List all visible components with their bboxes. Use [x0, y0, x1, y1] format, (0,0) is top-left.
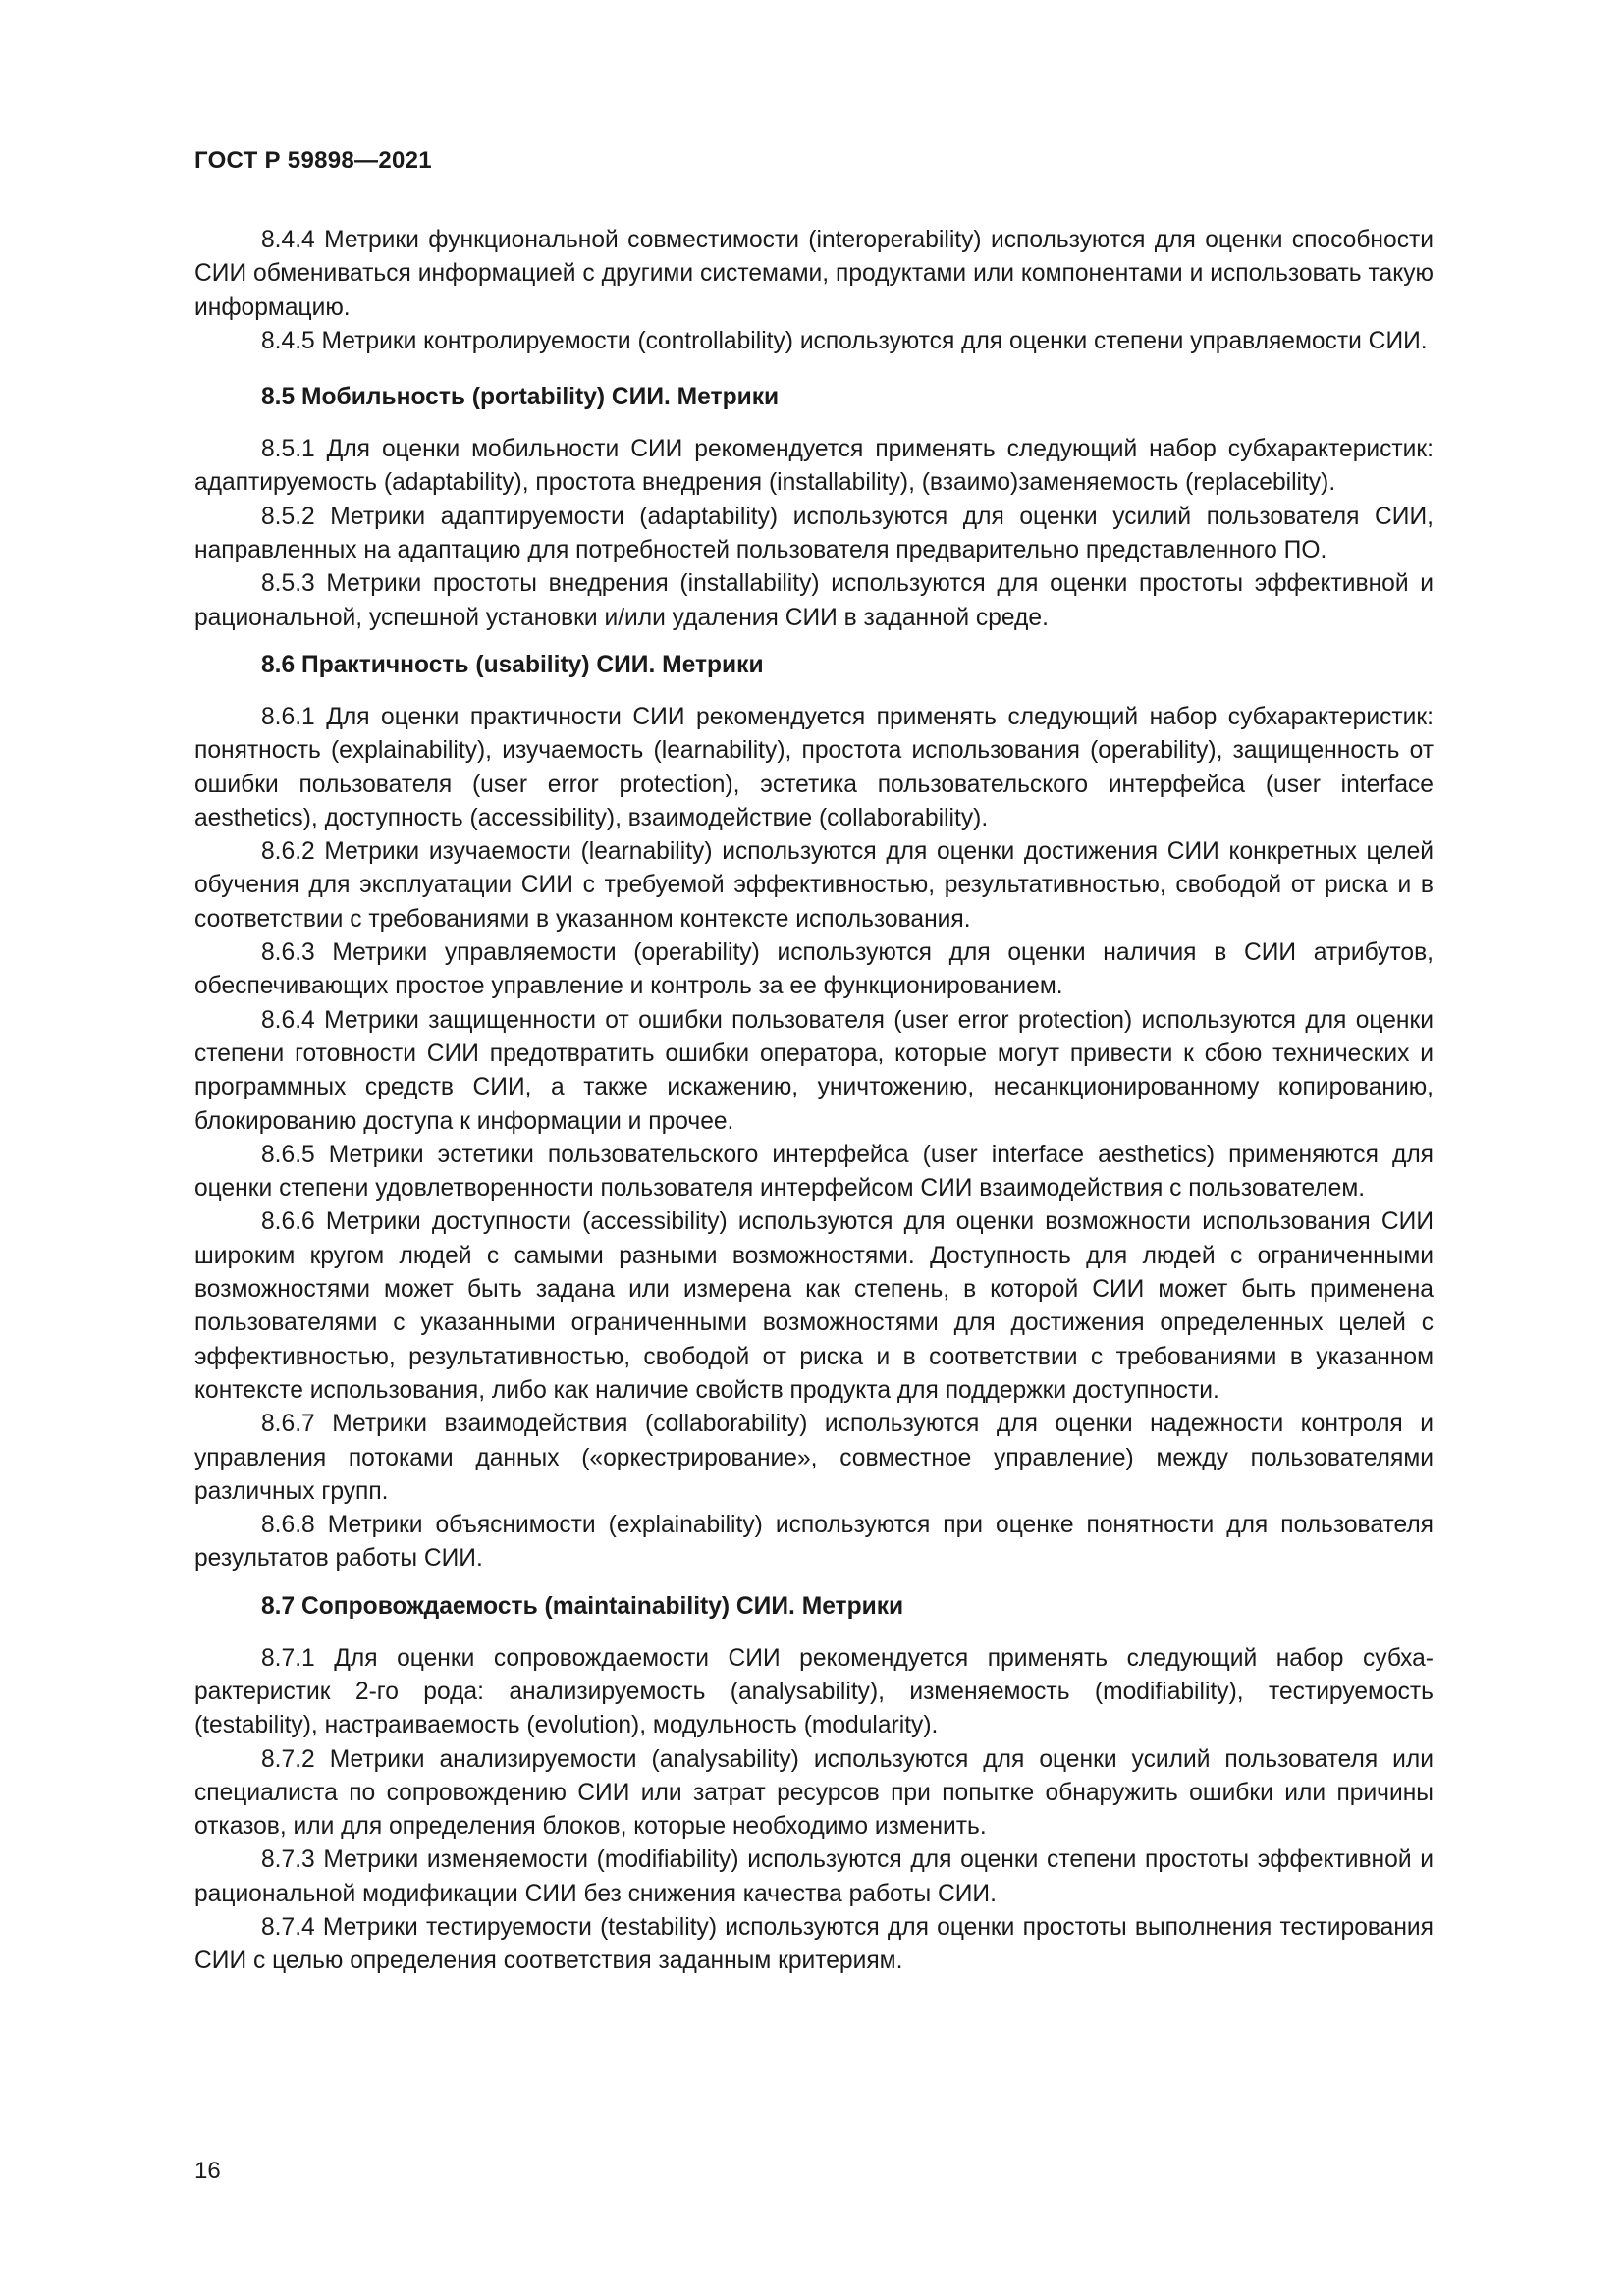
paragraph-8-6-3: 8.6.3 Метрики управляемости (operability) используются для оценки наличия в СИИ атрибутов, обеспечивающих простое управление и контроль за ее функционированием. — [194, 939, 1434, 1000]
paragraph-8-7-3: 8.7.3 Метрики изменяемости (modifiability) используются для оценки степени простоты эффективной и рациональной модификации СИИ без снижения качества работы СИИ. — [194, 1846, 1434, 1907]
paragraph-8-6-4: 8.6.4 Метрики защищенности от ошибки пользователя (user error protection) используются для оценки степени готовности СИИ предотвратить ошибки оператора, которые могут привести к сбою технических и программных средств СИИ, а также искажению, уничтожению, несанкционированному копированию, блокированию доступа к информации и прочее. — [194, 1006, 1434, 1135]
paragraph-8-4-4: 8.4.4 Метрики функциональной совместимости (interoperability) используются для оценки способности СИИ обмениваться информацией с другими системами, продуктами или компонентами и использовать такую информацию. — [194, 227, 1434, 321]
paragraph-8-6-5: 8.6.5 Метрики эстетики пользовательского интерфейса (user interface aesthetics) применяются для оценки степени удовлетворенности пользователя интерфейсом СИИ взаимодействия с пользователем. — [194, 1141, 1434, 1202]
paragraph-8-5-3: 8.5.3 Метрики простоты внедрения (installability) используются для оценки простоты эффективной и рациональной, успешной установки и/или удаления СИИ в заданной среде. — [194, 570, 1434, 631]
paragraph-8-7-2: 8.7.2 Метрики анализируемости (analysability) используются для оценки усилий пользователя или специалиста по сопровождению СИИ или затрат ресурсов при попытке обнаружить ошибки или причины отказов, или для определения блоков, которые необходимо изменить. — [194, 1745, 1434, 1841]
paragraph-8-5-2: 8.5.2 Метрики адаптируемости (adaptability) используются для оценки усилий пользователя СИИ, направленных на адаптацию для потребностей пользователя предварительно представленного ПО. — [194, 503, 1434, 564]
paragraph-8-6-7: 8.6.7 Метрики взаимодействия (collaborability) используются для оценки надежности контроля и управления потоками данных («оркестрирование», совместное управление) между пользователями различных групп. — [194, 1411, 1434, 1505]
paragraph-8-4-5: 8.4.5 Метрики контролируемости (controllability) используются для оценки степени управляемости СИИ. — [261, 327, 1428, 354]
paragraph-8-6-2: 8.6.2 Метрики изучаемости (learnability) используются для оценки достижения СИИ конкретных целей обучения для эксплуатации СИИ с требуемой эффективностью, результативностью, свободой от риска и в соответствии с требованиями в указанном контексте использования. — [194, 838, 1434, 933]
page-number: 16 — [194, 2158, 221, 2184]
document-header: ГОСТ Р 59898—2021 — [194, 147, 432, 174]
section-heading-8-7: 8.7 Сопровождаемость (maintainability) СИИ. Метрики — [261, 1592, 904, 1620]
section-heading-8-5: 8.5 Мобильность (portability) СИИ. Метрики — [261, 384, 780, 411]
paragraph-8-6-1: 8.6.1 Для оценки практичности СИИ рекомендуется применять следующий набор субхарактеристик: понятность (explainability), изучаемость (learnability), простота использования (operability), защищенность от ошибки пользователя (user error protection), эстетика пользовательского интерфейса (user interface aesthetics), доступность (accessibility), взаимодействие (collaborability). — [194, 703, 1434, 831]
paragraph-8-6-8: 8.6.8 Метрики объяснимости (explainability) используются при оценке понятности для пользователя результатов работы СИИ. — [194, 1512, 1434, 1573]
page-body — [194, 224, 1434, 1979]
section-heading-8-6: 8.6 Практичность (usability) СИИ. Метрики — [261, 651, 764, 678]
paragraph-8-7-4: 8.7.4 Метрики тестируемости (testability) используются для оценки простоты выполнения тестирования СИИ с целью определения соответствия заданным критериям. — [194, 1914, 1434, 1975]
paragraph-8-5-1: 8.5.1 Для оценки мобильности СИИ рекомендуется применять следующий набор субхарактеристик: адаптируемость (adaptability), простота внедрения (installability), (взаимо)заменяемость (replacebility). — [194, 436, 1434, 497]
paragraph-8-6-6: 8.6.6 Метрики доступности (accessibility) используются для оценки возможности использования СИИ широким кругом людей с самыми разными возможностями. Доступность для людей с ограниченными возможностями может быть задана или измерена как степень, в которой СИИ может быть применена пользователями с указанными ограниченными возможностями для достижения определенных целей с эффективностью, результативностью, свободой от риска и в соответствии с требованиями в указанном контексте использования, либо как наличие свойств продукта для поддержки доступности. — [194, 1208, 1434, 1404]
paragraph-8-7-1: 8.7.1 Для оценки сопровождаемости СИИ рекомендуется применять следующий набор субхарактеристик 2-го рода: анализируемость (analysability), изменяемость (modifiability), тестируемость (testability), настраиваемость (evolution), модульность (modularity). — [194, 1644, 1434, 1739]
